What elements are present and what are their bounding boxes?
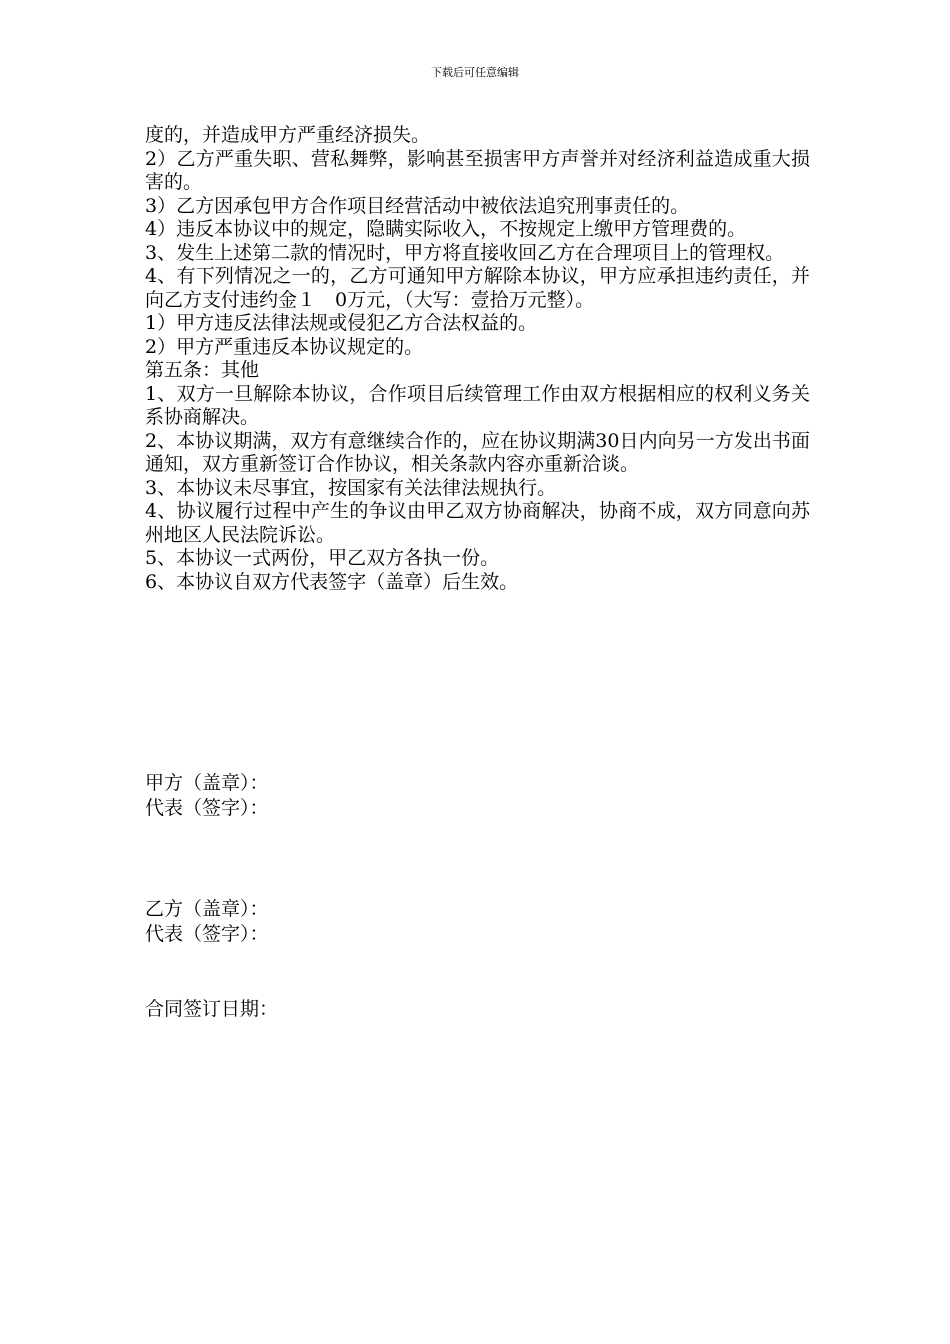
sign-date-label: 合同签订日期： [145, 998, 279, 1020]
clause-text: 3）乙方因承包甲方合作项目经营活动中被依法追究刑事责任的。 [145, 194, 690, 217]
clause-text: 5、本协议一式两份，甲乙双方各执一份。 [145, 547, 500, 569]
party-a-representative-label: 代表（签字）： [145, 797, 269, 819]
sign-date-block [145, 997, 545, 1022]
clause-text: 2）甲方严重违反本协议规定的。 [145, 335, 424, 358]
clause-text: 1）甲方违反法律法规或侵犯乙方合法权益的。 [145, 312, 538, 334]
party-a-seal-label: 甲方（盖章）： [145, 772, 269, 794]
party-b-representative-label: 代表（签字）： [145, 923, 269, 945]
party-a-signature-block [145, 771, 545, 821]
clause-text: 1、双方一旦解除本协议，合作项目后续管理工作由双方根据相应的权利义务关系协商解决。 [145, 382, 810, 428]
party-b-signature-block [145, 897, 545, 947]
clause-text: 6、本协议自双方代表签字（盖章）后生效。 [145, 570, 519, 593]
clause-text: 度的，并造成甲方严重经济损失。 [145, 124, 431, 146]
clause-text: 3、本协议未尽事宜，按国家有关法律法规执行。 [145, 476, 557, 499]
clause-text: 3、发生上述第二款的情况时，甲方将直接收回乙方在合理项目上的管理权。 [145, 241, 785, 264]
clause-text: 4）违反本协议中的规定，隐瞒实际收入，不按规定上缴甲方管理费的。 [145, 218, 747, 240]
clause-text: 4、协议履行过程中产生的争议由甲乙双方协商解决，协商不成，双方同意向苏州地区人民法院诉讼。 [145, 500, 810, 546]
clause-text: 2）乙方严重失职、营私舞弊，影响甚至损害甲方声誉并对经济利益造成重大损害的。 [145, 147, 810, 193]
contract-body [145, 124, 810, 594]
clause-text: 4、有下列情况之一的，乙方可通知甲方解除本协议，甲方应承担违约责任，并向乙方支付违约金１ 0万元，（大写：壹拾万元整）。 [145, 265, 810, 311]
clause-text: 2、本协议期满，双方有意继续合作的，应在协议期满30日内向另一方发出书面通知，双方重新签订合作协议，相关条款内容亦重新洽谈。 [145, 429, 810, 475]
party-b-seal-label: 乙方（盖章）： [145, 898, 269, 920]
page-header-note: 下载后可任意编辑 [431, 66, 519, 79]
section-heading: 第五条：其他 [145, 359, 260, 381]
